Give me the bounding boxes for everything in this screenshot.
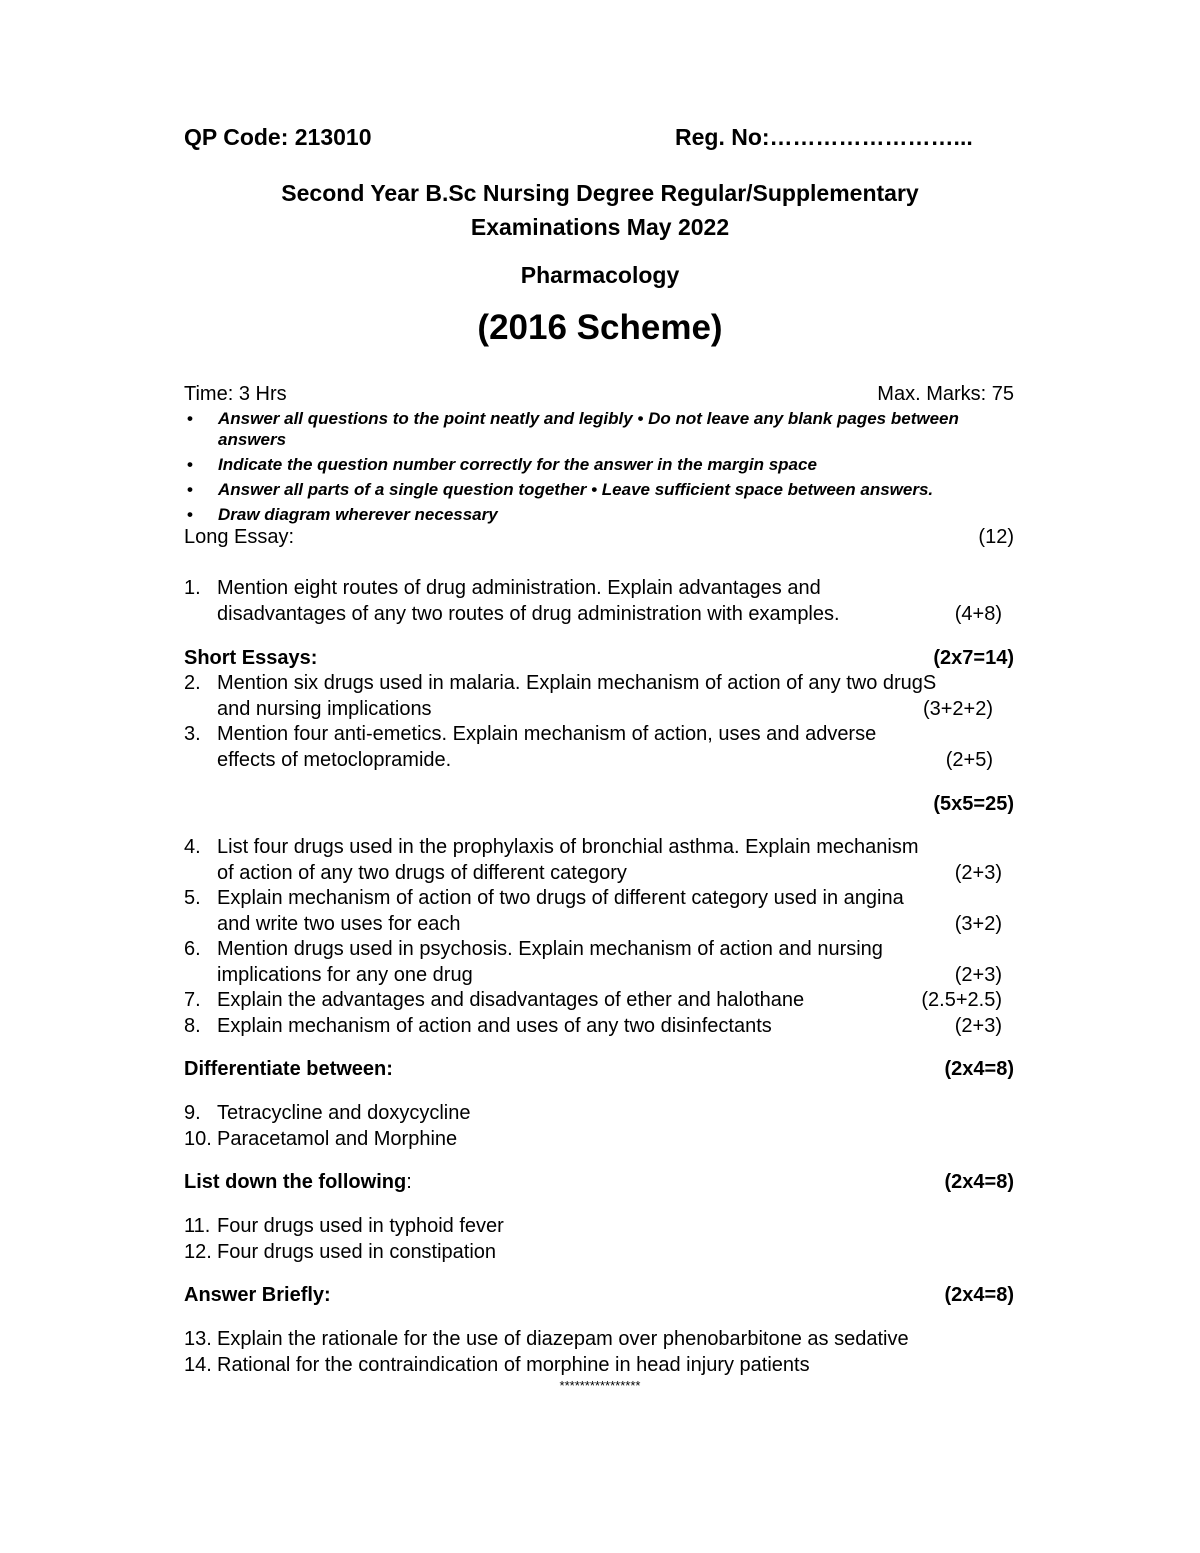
question xyxy=(184,885,1004,937)
question-text: Explain mechanism of action of two drugs of different category used in angina and write two uses for each xyxy=(217,887,904,935)
section-heading: Long Essay: xyxy=(184,526,295,548)
bullet-icon: • xyxy=(187,505,193,524)
max-marks: Max. Marks: 75 xyxy=(877,383,1014,405)
question-text: Four drugs used in constipation xyxy=(217,1241,497,1263)
paper-header xyxy=(184,124,1014,154)
question-number: 1. xyxy=(184,577,201,599)
exam-title-line2: Examinations May 2022 xyxy=(470,214,730,240)
question-marks: (4+8) xyxy=(954,603,1002,625)
question-number: 2. xyxy=(184,672,201,694)
section-heading: Short Essays: xyxy=(184,647,318,669)
question-number: 12. xyxy=(184,1241,212,1263)
question xyxy=(184,575,1004,627)
question-number: 8. xyxy=(184,1015,201,1037)
question-text: Tetracycline and doxycycline xyxy=(217,1102,471,1124)
question-text: Paracetamol and Morphine xyxy=(217,1128,458,1150)
time-label: Time: 3 Hrs xyxy=(184,383,287,405)
qp-code: QP Code: 213010 xyxy=(184,124,372,150)
question-marks: (2.5+2.5) xyxy=(921,989,1002,1011)
bullet-icon: • xyxy=(187,455,193,474)
question xyxy=(184,1213,1004,1239)
question-number: 10. xyxy=(184,1128,212,1150)
section-marks: (5x5=25) xyxy=(933,793,1014,815)
section-marks: (2x4=8) xyxy=(944,1058,1014,1080)
question-number: 3. xyxy=(184,723,201,745)
question xyxy=(184,1352,1004,1378)
section-short-essays xyxy=(184,645,1014,671)
question xyxy=(184,670,1004,722)
question-text: List four drugs used in the prophylaxis of bronchial asthma. Explain mechanism of action of any two drugs of different category xyxy=(217,836,919,884)
section-heading: Answer Briefly: xyxy=(184,1284,331,1306)
section-marks: (2x4=8) xyxy=(944,1171,1014,1193)
bullet-icon: • xyxy=(187,409,193,428)
question xyxy=(184,721,1004,773)
section-heading: List down the following xyxy=(184,1171,407,1193)
exam-title-line1: Second Year B.Sc Nursing Degree Regular/Supplementary xyxy=(281,180,919,206)
question-text: Mention four anti-emetics. Explain mechanism of action, uses and adverse effects of metoclopramide. xyxy=(217,723,877,771)
question-text: Mention six drugs used in malaria. Explain mechanism of action of any two drugS and nursing implications xyxy=(217,672,937,720)
section-long-essay xyxy=(184,524,1014,550)
reg-no: Reg. No:……………………... xyxy=(675,124,973,150)
section-heading-colon: : xyxy=(406,1171,412,1193)
meta-row xyxy=(184,381,1014,407)
question-marks: (2+3) xyxy=(954,964,1002,986)
question-number: 7. xyxy=(184,989,201,1011)
section-marks: (2x7=14) xyxy=(933,647,1014,669)
end-of-paper-stars: **************** xyxy=(559,1378,641,1393)
question-marks: (2+3) xyxy=(954,1015,1002,1037)
scheme-title: (2016 Scheme) xyxy=(477,308,723,347)
question-text: Explain the advantages and disadvantages of ether and halothane xyxy=(217,989,805,1011)
question-marks: (3+2) xyxy=(954,913,1002,935)
section-list-down xyxy=(184,1169,1014,1195)
subject-title: Pharmacology xyxy=(520,262,680,288)
bullet-icon: • xyxy=(187,480,193,499)
question-text: Explain mechanism of action and uses of any two disinfectants xyxy=(217,1015,772,1037)
question-number: 9. xyxy=(184,1102,201,1124)
question-text: Four drugs used in typhoid fever xyxy=(217,1215,504,1237)
question-text: Rational for the contraindication of morphine in head injury patients xyxy=(217,1354,810,1376)
question-marks: (2+3) xyxy=(954,862,1002,884)
instruction-item: • Indicate the question number correctly for the answer in the margin space xyxy=(187,455,817,474)
section-differentiate xyxy=(184,1056,1014,1082)
section-marks: (12) xyxy=(978,526,1014,548)
section-heading: Differentiate between: xyxy=(184,1058,393,1080)
instruction-item: • Answer all parts of a single question together • Leave sufficient space between answers. xyxy=(187,480,934,499)
section-marks: (2x4=8) xyxy=(944,1284,1014,1306)
question-number: 11. xyxy=(184,1215,211,1237)
question xyxy=(184,1100,1004,1126)
question-number: 4. xyxy=(184,836,201,858)
question xyxy=(184,1239,1004,1265)
instruction-item: • Draw diagram wherever necessary xyxy=(187,505,498,524)
question-marks: (2+5) xyxy=(945,749,993,771)
question-number: 14. xyxy=(184,1354,212,1376)
question xyxy=(184,987,1004,1013)
question-text: Mention eight routes of drug administration. Explain advantages and disadvantages of any two routes of drug administration with examples. xyxy=(217,577,840,625)
section-answer-briefly xyxy=(184,1282,1014,1308)
instruction-item: • Answer all questions to the point neatly and legibly • Do not leave any blank pages between answers xyxy=(187,409,959,449)
question-number: 6. xyxy=(184,938,201,960)
question-marks: (3+2+2) xyxy=(922,698,993,720)
question xyxy=(184,1126,1004,1152)
question-number: 13. xyxy=(184,1328,212,1350)
question xyxy=(184,936,1004,988)
question-text: Explain the rationale for the use of diazepam over phenobarbitone as sedative xyxy=(217,1328,909,1350)
question xyxy=(184,834,1004,886)
question xyxy=(184,1326,1004,1352)
question xyxy=(184,1013,1004,1039)
instructions-list xyxy=(184,408,984,529)
exam-title xyxy=(0,176,1200,244)
question-text: Mention drugs used in psychosis. Explain mechanism of action and nursing implications for any one drug xyxy=(217,938,883,986)
question-number: 5. xyxy=(184,887,201,909)
